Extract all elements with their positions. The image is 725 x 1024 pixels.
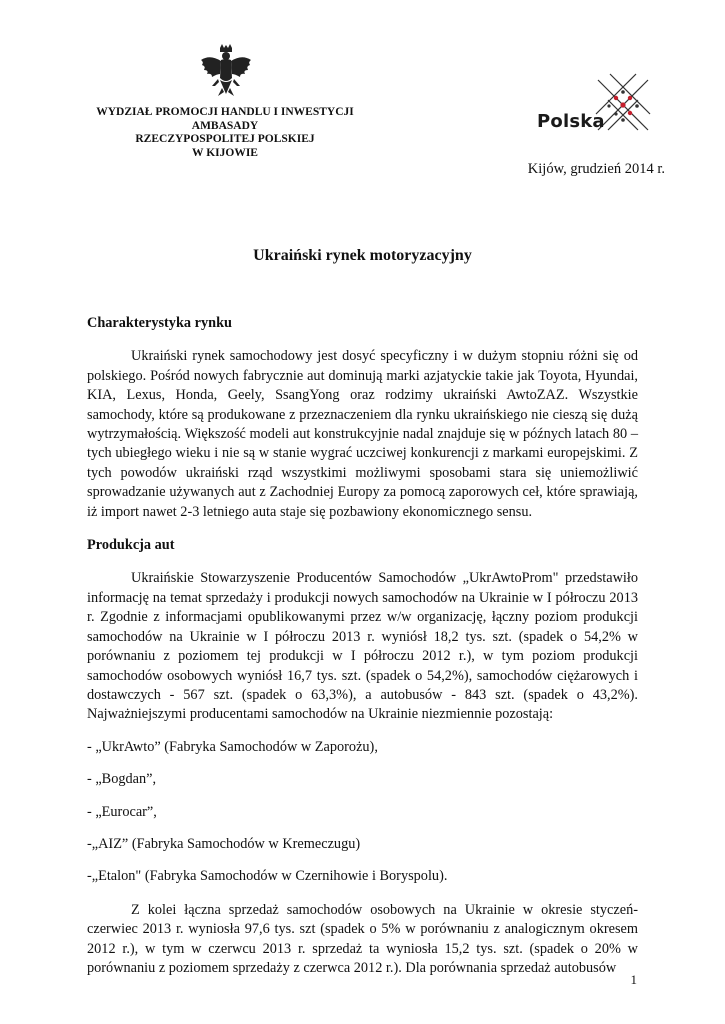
org-line: AMBASADY [191, 119, 259, 132]
paragraph-sales: Z kolei łączna sprzedaż samochodów osobowych na Ukrainie w okresie styczeń-czerwiec 2013 r. wyniosła 97,6 tys. szt (spadek o 5% w porównaniu z analogicznym okresem 2012 r.), w tym w czerwcu 2013 r. sprzedaż ta wyniosła 15,2 tys. szt. (spadek o 20% w porównaniu z poziomem sprzedaży z czerwca 2012 r.). Dla porównania sprzedaż autobusów [87, 901, 638, 976]
document-body [87, 314, 638, 978]
document-date: Kijów, grudzień 2014 r. [527, 161, 665, 177]
list-item: -„Etalon" (Fabryka Samochodów w Czernihowie i Boryspolu). [87, 868, 448, 885]
polish-eagle-emblem-icon [198, 44, 254, 104]
section-heading-production: Produkcja aut [87, 537, 175, 554]
list-item: -„AIZ” (Fabryka Samochodów w Kremeczugu) [87, 835, 361, 852]
org-line: WYDZIAŁ PROMOCJI HANDLU I INWESTYCJI [96, 106, 354, 118]
org-line: RZECZYPOSPOLITEJ POLSKIEJ [135, 133, 315, 145]
list-item: - „Eurocar”, [87, 803, 157, 820]
section-heading-market: Charakterystyka rynku [87, 315, 232, 331]
paragraph-market: Ukraiński rynek samochodowy jest dosyć specyficzny i w dużym stopniu różni się od polskiego. Pośród nowych fabrycznie aut dominują marki azjatyckie takie jak Toyota, Hyundai, KIA, Lexus, Honda, Geely, SsangYong oraz rodzimy ukraiński AwtoZAZ. Wszystkie samochody, które są produkowane z przeznaczeniem dla rynku ukraińskiego nie cieszą się dużą wytrzymałością. Większość modeli aut konstrukcyjnie nadal znajduje się w późnych latach 80 – tych ubiegłego wieku i nie są w stanie wygrać uczciwej konkurencji z markami europejskimi. Z tych powodów ukraiński rząd wszystkimi możliwymi sposobami stara się uniemożliwić sprowadzanie używanych aut z Zachodniej Europy za pomocą zaporowych ceł, które sprawiają, iż import nawet 2-3 letniego auta staje się pozbawiony ekonomicznego sensu. [87, 348, 638, 520]
list-item: - „UkrAwto” (Fabryka Samochodów w Zaporożu), [87, 738, 378, 755]
organization-header [60, 106, 390, 160]
paragraph-production: Ukraińskie Stowarzyszenie Producentów Samochodów „UkrAwtoProm" przedstawiło informację na temat sprzedaży i produkcji nowych samochodów na Ukrainie w I półroczu 2013 r. Zgodnie z informacjami opublikowanymi przez w/w organizację, łączny poziom produkcji samochodów na Ukrainie w I półroczu 2013 r. wyniósł 18,2 tys. szt. (spadek o 54,2% w porównaniu z poziomem tej produkcji w I półroczu 2012 r.), w tym poziom produkcji samochodów osobowych wyniósł 16,7 tys. szt. (spadek o 54,2%), samochodów ciężarowych i dostawczych - 567 szt. (spadek o 63,3%), a autobusów - 843 szt. (spadek o 43,2%). Najważniejszymi producentami samochodów na Ukrainie niezmiennie pozostają: [87, 570, 638, 723]
list-item: - „Bogdan”, [87, 771, 157, 788]
org-line: W KIJOWIE [192, 146, 258, 159]
polska-logo-mark-icon [592, 70, 654, 144]
document-title: Ukraiński rynek motoryzacyjny [253, 247, 472, 264]
page-number: 1 [630, 972, 637, 987]
polska-logo-text: Polska [537, 111, 605, 132]
